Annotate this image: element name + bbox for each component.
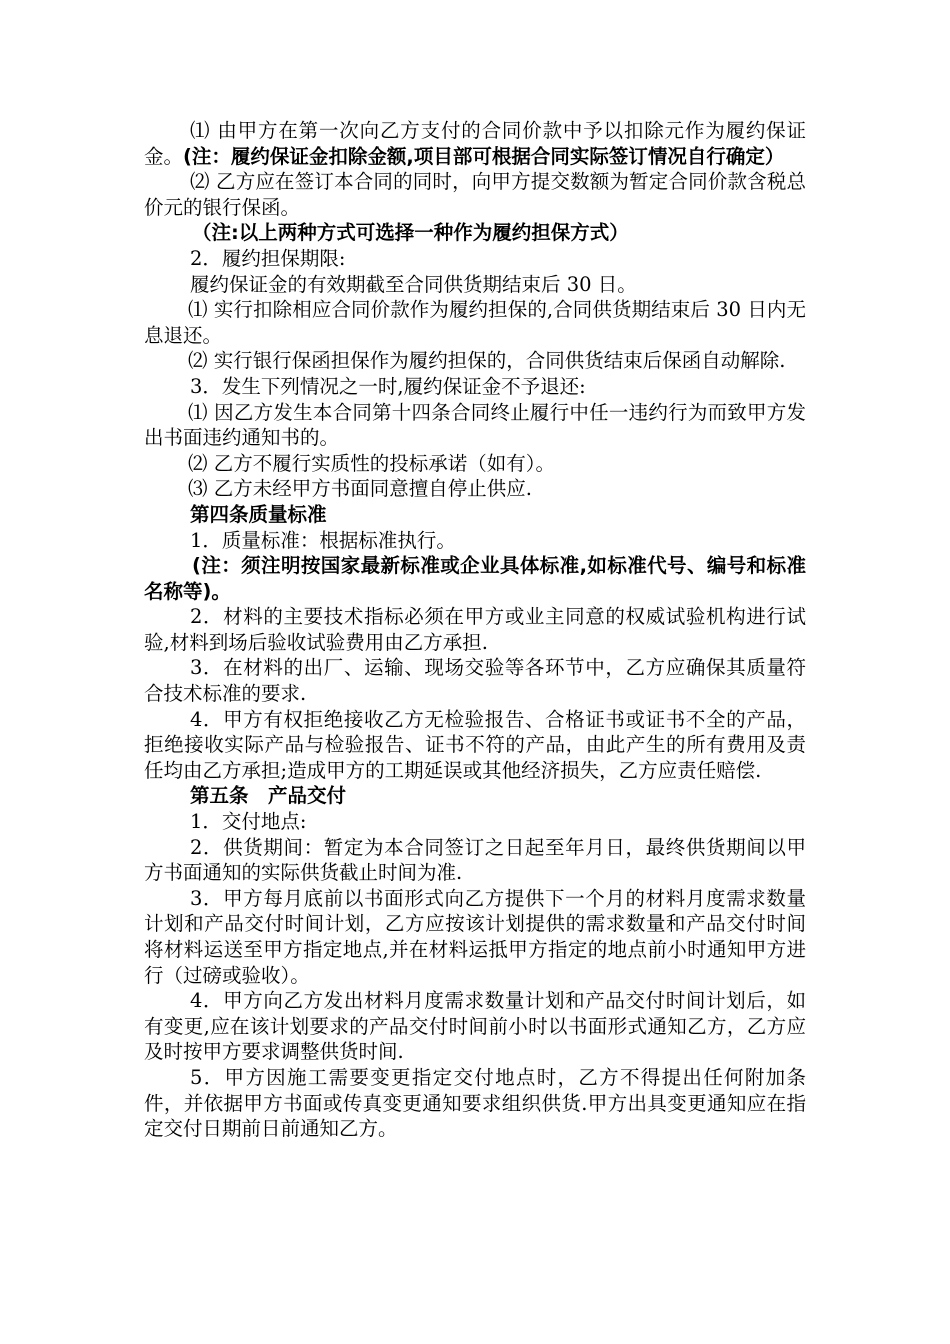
section-2-title: 2．履约担保期限: [190,246,346,270]
article-4-item-1: 1．质量标准：根据标准执行。 [190,528,456,552]
section-2-body: 履约保证金的有效期截至合同供货期结束后 30 日。 [190,272,637,296]
article-4-note: (注：须注明按国家最新标准或企业具体标准,如标准代号、编号和标准名称等)。 [144,554,806,603]
article-5-item-2: 2．供货期间：暂定为本合同签订之日起至年月日，最终供货期间以甲方书面通知的实际供货截止时间为准. [144,835,806,885]
article-5-item-3: 3．甲方每月底前以书面形式向乙方提供下一个月的材料月度需求数量计划和产品交付时间计划，乙方应按该计划提供的需求数量和产品交付时间将材料运送至甲方指定地点,并在材料运抵甲方指定的地点前小时通知甲方进行（过磅或验收）。 [144,886,806,987]
article-5-item-4: 4．甲方向乙方发出材料月度需求数量计划和产品交付时间计划后，如有变更,应在该计划要求的产品交付时间前小时以书面形式通知乙方，乙方应及时按甲方要求调整供货时间. [144,989,806,1064]
section-2-item-1: ⑴ 实行扣除相应合同价款作为履约担保的,合同供货期结束后 30 日内无息退还。 [144,298,806,347]
article-4-item-2: 2．材料的主要技术指标必须在甲方或业主同意的权威试验机构进行试验,材料到场后验收试验费用由乙方承担. [144,605,806,654]
article-5-item-1: 1．交付地点: [190,810,307,834]
article-4-item-4: 4．甲方有权拒绝接收乙方无检验报告、合格证书或证书不全的产品，拒绝接收实际产品与检验报告、证书不符的产品，由此产生的所有费用及责任均由乙方承担;造成甲方的工期延误或其他经济损失，乙方应责任赔偿. [144,707,806,782]
section-3-item-2: ⑵ 乙方不履行实质性的投标承诺（如有）。 [188,451,555,475]
article-5-title: 第五条 产品交付 [190,784,347,808]
section-3-item-3: ⑶ 乙方未经甲方书面同意擅自停止供应. [188,477,532,501]
contract-text [144,118,806,1142]
article-5-item-5: 5．甲方因施工需要变更指定交付地点时，乙方不得提出任何附加条件，并依据甲方书面或传真变更通知要求组织供货.甲方出具变更通知应在指定交付日期前日前通知乙方。 [144,1065,806,1141]
article-4-title: 第四条质量标准 [190,502,327,526]
clause-1-1-text: ⑴ 由甲方在第一次向乙方支付的合同价款中予以扣除元作为履约保证金。 [144,119,806,168]
clause-1-2: ⑵ 乙方应在签订本合同的同时，向甲方提交数额为暂定合同价款含税总价元的银行保函。 [144,170,806,219]
section-3-title: 3．发生下列情况之一时,履约保证金不予退还: [190,374,586,398]
clause-1-1-note: (注：履约保证金扣除金额,项目部可根据合同实际签订情况自行确定） [183,144,785,168]
section-2-item-2: ⑵ 实行银行保函担保作为履约担保的，合同供货结束后保函自动解除. [188,349,786,373]
clause-1-1 [144,118,806,169]
article-4-item-3: 3．在材料的出厂、运输、现场交验等各环节中，乙方应确保其质量符合技术标准的要求. [144,656,806,706]
note-guarantee-methods: （注:以上两种方式可选择一种作为履约担保方式） [192,221,629,245]
section-3-item-1: ⑴ 因乙方发生本合同第十四条合同终止履行中任一违约行为而致甲方发出书面违约通知书的。 [144,400,806,450]
